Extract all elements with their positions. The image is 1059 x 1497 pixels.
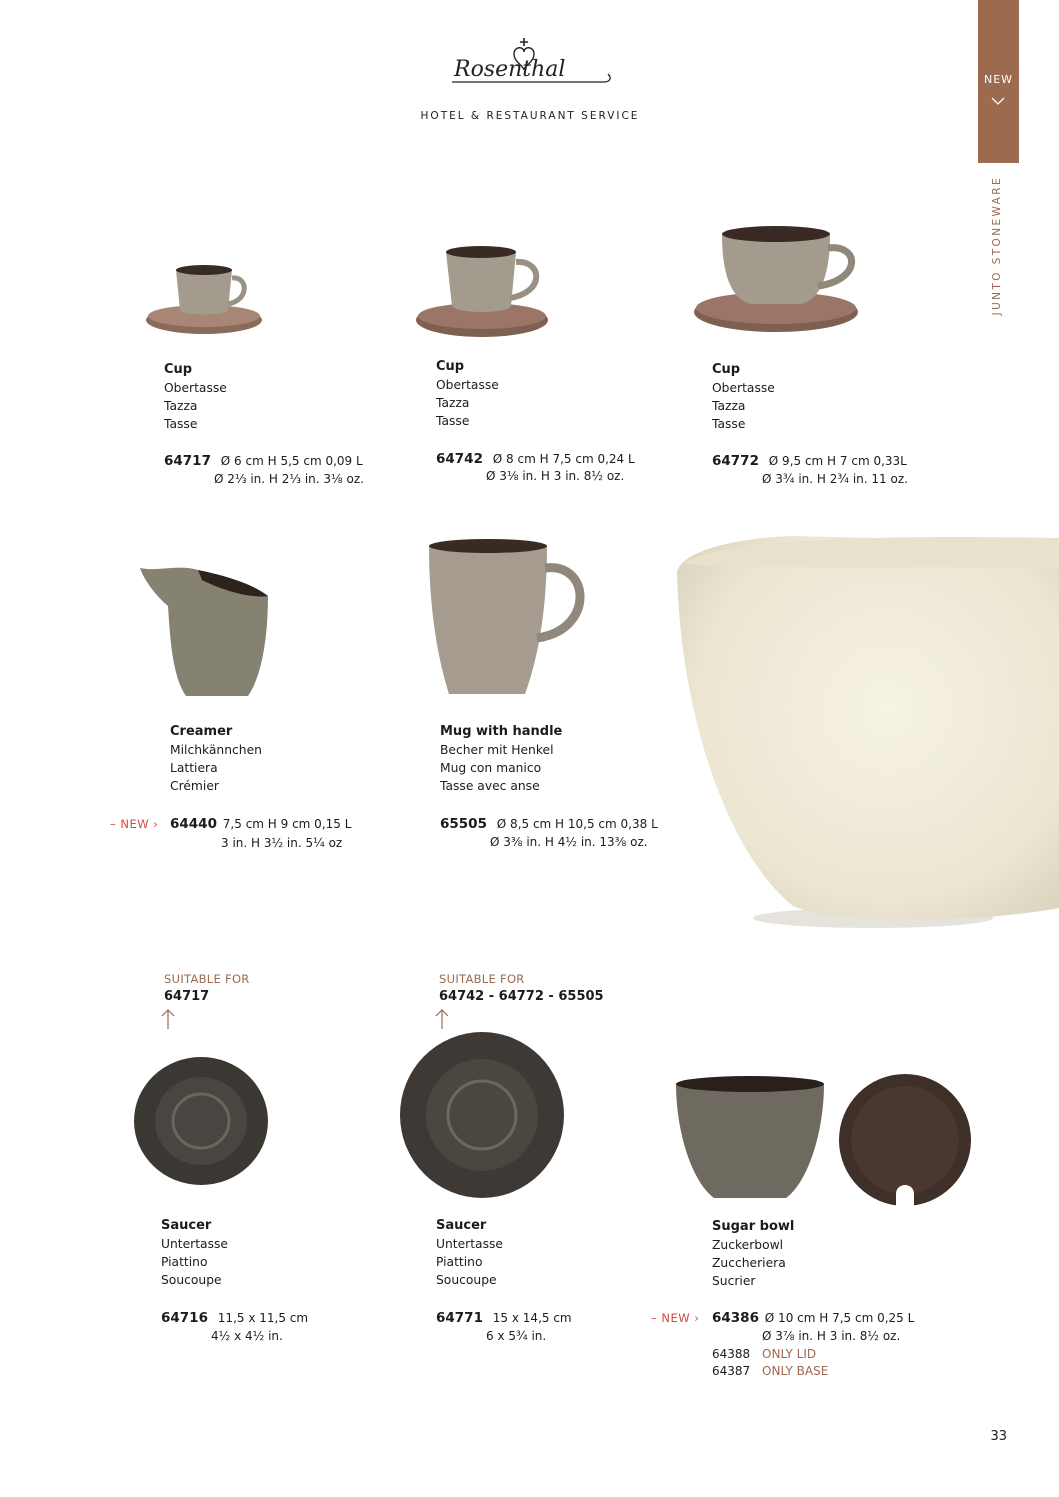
sugar-bowl-lid-row: [712, 1345, 816, 1363]
sugar-bowl-base-row: [712, 1362, 828, 1380]
chevron-down-icon: [990, 96, 1006, 106]
saucer-64771-spec: [436, 1309, 572, 1327]
name-it: Zuccheriera: [712, 1256, 786, 1270]
name-de: Obertasse: [164, 381, 227, 395]
saucer-64716-image: [132, 1055, 272, 1190]
product-code: 64386: [712, 1310, 759, 1326]
spec-metric: Ø 10 cm H 7,5 cm 0,25 L: [764, 1311, 915, 1325]
suitable-codes: 64717: [164, 989, 210, 1004]
name-de: Untertasse: [436, 1237, 503, 1251]
name-it: Tazza: [712, 399, 746, 413]
name-de: Obertasse: [436, 378, 499, 392]
lid-label: ONLY LID: [762, 1347, 817, 1361]
product-code: 65505: [440, 816, 487, 832]
cup-64717-names: [164, 361, 227, 433]
saucer-64716-names: [161, 1217, 228, 1289]
base-label: ONLY BASE: [762, 1364, 829, 1378]
name-it: Tazza: [164, 399, 198, 413]
suitable-label: SUITABLE FOR: [439, 972, 525, 986]
sugar-bowl-lid-image: [836, 1074, 976, 1210]
saucer-64716-spec-imperial: 4½ x 4½ in.: [211, 1329, 283, 1343]
product-code: 64717: [164, 453, 211, 469]
name-de: Untertasse: [161, 1237, 228, 1251]
product-title: Saucer: [436, 1218, 487, 1233]
spec-metric: 15 x 14,5 cm: [492, 1311, 572, 1325]
suitable-codes: 64742 - 64772 - 65505: [439, 989, 604, 1004]
saucer-64771-image: [398, 1030, 568, 1202]
name-fr: Tasse: [436, 414, 470, 428]
cup-64772-spec: [712, 452, 907, 470]
product-code: 64771: [436, 1310, 483, 1326]
cup-64717-image: [140, 258, 270, 343]
product-code: 64742: [436, 451, 483, 467]
spec-metric: Ø 9,5 cm H 7 cm 0,33L: [768, 454, 907, 468]
mug-spec-imperial: Ø 3⅜ in. H 4½ in. 13⅜ oz.: [490, 835, 648, 849]
saucer-64771-names: [436, 1217, 503, 1289]
mug-spec: [440, 815, 658, 833]
spec-metric: Ø 6 cm H 5,5 cm 0,09 L: [220, 454, 363, 468]
name-de: Zuckerbowl: [712, 1238, 784, 1252]
name-fr: Soucoupe: [436, 1273, 497, 1287]
name-fr: Tasse: [164, 417, 198, 431]
arrow-up-icon: [434, 1008, 450, 1030]
name-it: Tazza: [436, 396, 470, 410]
name-it: Piattino: [436, 1255, 483, 1269]
creamer-names: [170, 723, 262, 795]
name-it: Mug con manico: [440, 761, 542, 775]
cup-64742-names: [436, 358, 499, 430]
cup-64717-spec-imperial: Ø 2⅓ in. H 2⅓ in. 3⅛ oz.: [214, 472, 364, 486]
new-tab-label: NEW: [983, 73, 1014, 86]
sugar-bowl-spec: [712, 1309, 914, 1327]
cup-64742-spec: [436, 450, 635, 468]
cup-64742-spec-imperial: Ø 3⅛ in. H 3 in. 8½ oz.: [486, 469, 625, 483]
saucer-64771-suitable: [439, 970, 604, 1006]
product-title: Cup: [436, 359, 465, 374]
product-code: 64716: [161, 1310, 208, 1326]
suitable-label: SUITABLE FOR: [164, 972, 250, 986]
product-code: 64772: [712, 453, 759, 469]
saucer-64771-spec-imperial: 6 x 5¾ in.: [486, 1329, 547, 1343]
product-title: Creamer: [170, 724, 233, 739]
sugar-bowl-spec-imperial: Ø 3⅞ in. H 3 in. 8½ oz.: [762, 1329, 901, 1343]
new-badge: – NEW ›: [651, 1311, 700, 1325]
name-fr: Sucrier: [712, 1274, 756, 1288]
arrow-up-icon: [160, 1008, 176, 1030]
product-title: Mug with handle: [440, 724, 563, 739]
name-it: Piattino: [161, 1255, 208, 1269]
product-title: Saucer: [161, 1218, 212, 1233]
section-side-label: JUNTO STONEWARE: [991, 176, 1003, 316]
cup-64772-names: [712, 361, 775, 433]
page-number: 33: [990, 1429, 1007, 1444]
saucer-64716-suitable: [164, 970, 250, 1006]
lid-code: 64388: [712, 1347, 751, 1361]
name-de: Obertasse: [712, 381, 775, 395]
product-title: Cup: [164, 362, 193, 377]
cup-64772-spec-imperial: Ø 3¾ in. H 2¾ in. 11 oz.: [762, 472, 908, 486]
logo-wordmark: Rosenthal: [454, 57, 566, 82]
mug-names: [440, 723, 562, 795]
creamer-image: [138, 556, 273, 701]
product-title: Sugar bowl: [712, 1219, 795, 1234]
sugar-bowl-base-image: [674, 1072, 829, 1202]
product-code: 64440: [170, 816, 217, 832]
product-title: Cup: [712, 362, 741, 377]
spec-metric: 11,5 x 11,5 cm: [217, 1311, 309, 1325]
spec-metric: Ø 8,5 cm H 10,5 cm 0,38 L: [496, 817, 658, 831]
new-badge: – NEW ›: [110, 817, 159, 831]
cup-64742-image: [410, 240, 560, 345]
cup-64717-spec: [164, 452, 363, 470]
name-fr: Tasse: [712, 417, 746, 431]
creamer-spec-imperial: 3 in. H 3½ in. 5¼ oz: [221, 836, 343, 850]
name-fr: Soucoupe: [161, 1273, 222, 1287]
name-fr: Crémier: [170, 779, 219, 793]
spec-metric: 7,5 cm H 9 cm 0,15 L: [222, 817, 352, 831]
spec-metric: Ø 8 cm H 7,5 cm 0,24 L: [492, 452, 635, 466]
bowl-closeup-image: [673, 528, 1059, 928]
cup-64772-image: [690, 222, 865, 340]
name-fr: Tasse avec anse: [440, 779, 540, 793]
sugar-bowl-names: [712, 1218, 794, 1290]
brand-subtitle: HOTEL & RESTAURANT SERVICE: [420, 110, 640, 122]
creamer-spec: [170, 815, 351, 833]
rosenthal-logo: [440, 30, 620, 100]
saucer-64716-spec: [161, 1309, 308, 1327]
mug-65505-image: [425, 538, 595, 700]
name-de: Becher mit Henkel: [440, 743, 554, 757]
name-it: Lattiera: [170, 761, 218, 775]
base-code: 64387: [712, 1364, 751, 1378]
name-de: Milchkännchen: [170, 743, 262, 757]
